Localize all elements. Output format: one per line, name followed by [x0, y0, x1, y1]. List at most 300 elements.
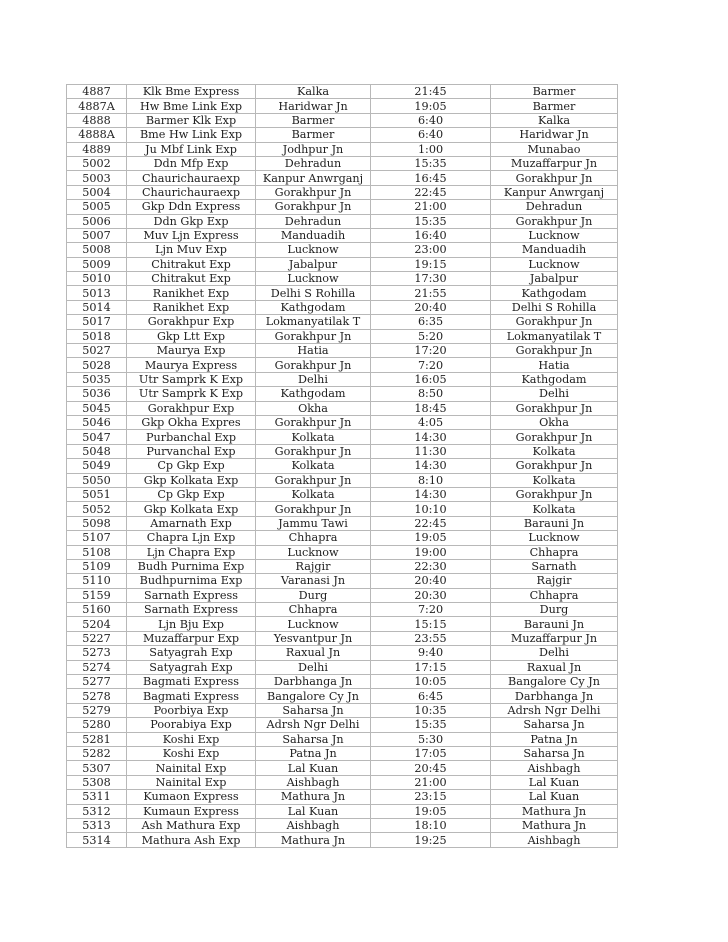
destination-station-cell: Gorakhpur Jn	[491, 401, 618, 415]
table-row	[67, 329, 618, 343]
source-station-cell: Saharsa Jn	[256, 703, 371, 717]
train-name-cell: Budh Purnima Exp	[127, 559, 256, 573]
train-number-cell: 5314	[67, 833, 127, 847]
destination-station-cell: Chhapra	[491, 588, 618, 602]
source-station-cell: Raxual Jn	[256, 646, 371, 660]
source-station-cell: Jabalpur	[256, 257, 371, 271]
destination-station-cell: Delhi	[491, 387, 618, 401]
destination-station-cell: Adrsh Ngr Delhi	[491, 703, 618, 717]
table-row	[67, 344, 618, 358]
table-row	[67, 142, 618, 156]
train-number-cell: 4888A	[67, 128, 127, 142]
train-name-cell: Gorakhpur Exp	[127, 315, 256, 329]
departure-time-cell: 19:25	[371, 833, 491, 847]
departure-time-cell: 10:05	[371, 675, 491, 689]
table-row	[67, 689, 618, 703]
destination-station-cell: Muzaffarpur Jn	[491, 631, 618, 645]
train-name-cell: Gkp Kolkata Exp	[127, 473, 256, 487]
train-name-cell: Ju Mbf Link Exp	[127, 142, 256, 156]
train-name-cell: Koshi Exp	[127, 732, 256, 746]
train-name-cell: Ranikhet Exp	[127, 300, 256, 314]
train-name-cell: Gkp Ddn Express	[127, 200, 256, 214]
source-station-cell: Rajgir	[256, 559, 371, 573]
train-number-cell: 5049	[67, 459, 127, 473]
source-station-cell: Lucknow	[256, 243, 371, 257]
source-station-cell: Gorakhpur Jn	[256, 185, 371, 199]
departure-time-cell: 8:50	[371, 387, 491, 401]
train-number-cell: 5160	[67, 603, 127, 617]
destination-station-cell: Muzaffarpur Jn	[491, 156, 618, 170]
destination-station-cell: Mathura Jn	[491, 818, 618, 832]
table-row	[67, 588, 618, 602]
departure-time-cell: 17:20	[371, 344, 491, 358]
source-station-cell: Gorakhpur Jn	[256, 358, 371, 372]
departure-time-cell: 22:30	[371, 559, 491, 573]
train-name-cell: Chaurichauraexp	[127, 185, 256, 199]
table-row	[67, 286, 618, 300]
source-station-cell: Dehradun	[256, 214, 371, 228]
train-name-cell: Sarnath Express	[127, 603, 256, 617]
table-row	[67, 272, 618, 286]
table-row	[67, 372, 618, 386]
table-row	[67, 228, 618, 242]
train-number-cell: 5008	[67, 243, 127, 257]
destination-station-cell: Kolkata	[491, 444, 618, 458]
source-station-cell: Haridwar Jn	[256, 99, 371, 113]
departure-time-cell: 18:45	[371, 401, 491, 415]
source-station-cell: Dehradun	[256, 156, 371, 170]
train-number-cell: 5273	[67, 646, 127, 660]
train-number-cell: 5003	[67, 171, 127, 185]
train-number-cell: 5007	[67, 228, 127, 242]
table-row	[67, 718, 618, 732]
train-number-cell: 4889	[67, 142, 127, 156]
train-number-cell: 5312	[67, 804, 127, 818]
table-row	[67, 430, 618, 444]
source-station-cell: Kanpur Anwrganj	[256, 171, 371, 185]
train-name-cell: Chapra Ljn Exp	[127, 531, 256, 545]
departure-time-cell: 16:45	[371, 171, 491, 185]
departure-time-cell: 7:20	[371, 603, 491, 617]
train-name-cell: Sarnath Express	[127, 588, 256, 602]
source-station-cell: Kolkata	[256, 487, 371, 501]
destination-station-cell: Raxual Jn	[491, 660, 618, 674]
source-station-cell: Mathura Jn	[256, 790, 371, 804]
departure-time-cell: 6:40	[371, 113, 491, 127]
table-row	[67, 502, 618, 516]
table-row	[67, 444, 618, 458]
source-station-cell: Patna Jn	[256, 746, 371, 760]
table-row	[67, 531, 618, 545]
destination-station-cell: Delhi	[491, 646, 618, 660]
departure-time-cell: 6:35	[371, 315, 491, 329]
train-number-cell: 5277	[67, 675, 127, 689]
train-name-cell: Purvanchal Exp	[127, 444, 256, 458]
train-name-cell: Ash Mathura Exp	[127, 818, 256, 832]
train-name-cell: Hw Bme Link Exp	[127, 99, 256, 113]
source-station-cell: Mathura Jn	[256, 833, 371, 847]
destination-station-cell: Delhi S Rohilla	[491, 300, 618, 314]
table-row	[67, 387, 618, 401]
train-name-cell: Poorbiya Exp	[127, 703, 256, 717]
source-station-cell: Aishbagh	[256, 775, 371, 789]
train-number-cell: 5046	[67, 415, 127, 429]
departure-time-cell: 20:30	[371, 588, 491, 602]
source-station-cell: Varanasi Jn	[256, 574, 371, 588]
destination-station-cell: Barauni Jn	[491, 516, 618, 530]
destination-station-cell: Manduadih	[491, 243, 618, 257]
source-station-cell: Manduadih	[256, 228, 371, 242]
train-number-cell: 5204	[67, 617, 127, 631]
table-row	[67, 156, 618, 170]
destination-station-cell: Haridwar Jn	[491, 128, 618, 142]
train-number-cell: 5014	[67, 300, 127, 314]
source-station-cell: Kalka	[256, 85, 371, 99]
source-station-cell: Gorakhpur Jn	[256, 415, 371, 429]
departure-time-cell: 11:30	[371, 444, 491, 458]
destination-station-cell: Gorakhpur Jn	[491, 487, 618, 501]
train-number-cell: 5048	[67, 444, 127, 458]
source-station-cell: Delhi	[256, 660, 371, 674]
train-name-cell: Chaurichauraexp	[127, 171, 256, 185]
source-station-cell: Darbhanga Jn	[256, 675, 371, 689]
table-row	[67, 732, 618, 746]
source-station-cell: Saharsa Jn	[256, 732, 371, 746]
departure-time-cell: 18:10	[371, 818, 491, 832]
table-row	[67, 703, 618, 717]
train-name-cell: Budhpurnima Exp	[127, 574, 256, 588]
destination-station-cell: Aishbagh	[491, 833, 618, 847]
train-name-cell: Barmer Klk Exp	[127, 113, 256, 127]
departure-time-cell: 19:05	[371, 804, 491, 818]
train-name-cell: Chitrakut Exp	[127, 257, 256, 271]
source-station-cell: Adrsh Ngr Delhi	[256, 718, 371, 732]
table-row	[67, 214, 618, 228]
train-name-cell: Ljn Bju Exp	[127, 617, 256, 631]
table-row	[67, 646, 618, 660]
destination-station-cell: Kalka	[491, 113, 618, 127]
train-number-cell: 5098	[67, 516, 127, 530]
destination-station-cell: Kathgodam	[491, 286, 618, 300]
table-row	[67, 804, 618, 818]
destination-station-cell: Kolkata	[491, 473, 618, 487]
departure-time-cell: 1:00	[371, 142, 491, 156]
train-number-cell: 5006	[67, 214, 127, 228]
destination-station-cell: Mathura Jn	[491, 804, 618, 818]
train-number-cell: 5279	[67, 703, 127, 717]
source-station-cell: Gorakhpur Jn	[256, 502, 371, 516]
departure-time-cell: 5:30	[371, 732, 491, 746]
train-name-cell: Maurya Express	[127, 358, 256, 372]
departure-time-cell: 8:10	[371, 473, 491, 487]
train-name-cell: Gkp Okha Expres	[127, 415, 256, 429]
train-number-cell: 5278	[67, 689, 127, 703]
destination-station-cell: Saharsa Jn	[491, 746, 618, 760]
train-name-cell: Cp Gkp Exp	[127, 459, 256, 473]
destination-station-cell: Rajgir	[491, 574, 618, 588]
destination-station-cell: Saharsa Jn	[491, 718, 618, 732]
source-station-cell: Bangalore Cy Jn	[256, 689, 371, 703]
departure-time-cell: 10:35	[371, 703, 491, 717]
train-number-cell: 5013	[67, 286, 127, 300]
destination-station-cell: Darbhanga Jn	[491, 689, 618, 703]
departure-time-cell: 15:15	[371, 617, 491, 631]
source-station-cell: Okha	[256, 401, 371, 415]
train-name-cell: Bagmati Express	[127, 675, 256, 689]
table-row	[67, 113, 618, 127]
train-number-cell: 5005	[67, 200, 127, 214]
departure-time-cell: 15:35	[371, 718, 491, 732]
train-name-cell: Muv Ljn Express	[127, 228, 256, 242]
train-number-cell: 5308	[67, 775, 127, 789]
train-number-cell: 5010	[67, 272, 127, 286]
destination-station-cell: Kanpur Anwrganj	[491, 185, 618, 199]
destination-station-cell: Lal Kuan	[491, 790, 618, 804]
destination-station-cell: Lucknow	[491, 228, 618, 242]
source-station-cell: Jammu Tawi	[256, 516, 371, 530]
departure-time-cell: 20:40	[371, 300, 491, 314]
train-name-cell: Ranikhet Exp	[127, 286, 256, 300]
train-number-cell: 5108	[67, 545, 127, 559]
source-station-cell: Kathgodam	[256, 300, 371, 314]
source-station-cell: Gorakhpur Jn	[256, 473, 371, 487]
train-name-cell: Cp Gkp Exp	[127, 487, 256, 501]
table-row	[67, 401, 618, 415]
departure-time-cell: 14:30	[371, 459, 491, 473]
destination-station-cell: Bangalore Cy Jn	[491, 675, 618, 689]
table-row	[67, 818, 618, 832]
departure-time-cell: 17:05	[371, 746, 491, 760]
destination-station-cell: Gorakhpur Jn	[491, 430, 618, 444]
train-name-cell: Mathura Ash Exp	[127, 833, 256, 847]
table-row	[67, 85, 618, 99]
source-station-cell: Yesvantpur Jn	[256, 631, 371, 645]
destination-station-cell: Barmer	[491, 85, 618, 99]
train-number-cell: 5052	[67, 502, 127, 516]
table-row	[67, 257, 618, 271]
source-station-cell: Jodhpur Jn	[256, 142, 371, 156]
train-name-cell: Muzaffarpur Exp	[127, 631, 256, 645]
source-station-cell: Lokmanyatilak T	[256, 315, 371, 329]
departure-time-cell: 21:00	[371, 200, 491, 214]
train-number-cell: 5227	[67, 631, 127, 645]
train-number-cell: 4888	[67, 113, 127, 127]
train-number-cell: 5027	[67, 344, 127, 358]
train-name-cell: Gorakhpur Exp	[127, 401, 256, 415]
destination-station-cell: Gorakhpur Jn	[491, 214, 618, 228]
departure-time-cell: 14:30	[371, 487, 491, 501]
departure-time-cell: 5:20	[371, 329, 491, 343]
departure-time-cell: 21:00	[371, 775, 491, 789]
destination-station-cell: Lal Kuan	[491, 775, 618, 789]
departure-time-cell: 16:05	[371, 372, 491, 386]
train-number-cell: 5107	[67, 531, 127, 545]
destination-station-cell: Kolkata	[491, 502, 618, 516]
train-name-cell: Koshi Exp	[127, 746, 256, 760]
table-row	[67, 185, 618, 199]
train-timetable	[66, 84, 618, 848]
train-name-cell: Gkp Kolkata Exp	[127, 502, 256, 516]
departure-time-cell: 23:55	[371, 631, 491, 645]
train-name-cell: Bagmati Express	[127, 689, 256, 703]
departure-time-cell: 7:20	[371, 358, 491, 372]
train-name-cell: Ddn Mfp Exp	[127, 156, 256, 170]
train-number-cell: 4887	[67, 85, 127, 99]
table-row	[67, 761, 618, 775]
source-station-cell: Kathgodam	[256, 387, 371, 401]
departure-time-cell: 19:05	[371, 531, 491, 545]
destination-station-cell: Sarnath	[491, 559, 618, 573]
train-number-cell: 4887A	[67, 99, 127, 113]
train-name-cell: Kumaon Express	[127, 790, 256, 804]
train-number-cell: 5109	[67, 559, 127, 573]
table-row	[67, 545, 618, 559]
table-row	[67, 775, 618, 789]
destination-station-cell: Barauni Jn	[491, 617, 618, 631]
table-row	[67, 675, 618, 689]
table-row	[67, 574, 618, 588]
table-row	[67, 516, 618, 530]
train-name-cell: Maurya Exp	[127, 344, 256, 358]
destination-station-cell: Gorakhpur Jn	[491, 315, 618, 329]
source-station-cell: Gorakhpur Jn	[256, 200, 371, 214]
train-name-cell: Purbanchal Exp	[127, 430, 256, 444]
train-name-cell: Ljn Chapra Exp	[127, 545, 256, 559]
departure-time-cell: 21:45	[371, 85, 491, 99]
train-number-cell: 5028	[67, 358, 127, 372]
table-row	[67, 459, 618, 473]
departure-time-cell: 15:35	[371, 156, 491, 170]
train-number-cell: 5047	[67, 430, 127, 444]
train-name-cell: Chitrakut Exp	[127, 272, 256, 286]
train-name-cell: Klk Bme Express	[127, 85, 256, 99]
train-number-cell: 5009	[67, 257, 127, 271]
source-station-cell: Chhapra	[256, 603, 371, 617]
departure-time-cell: 16:40	[371, 228, 491, 242]
destination-station-cell: Okha	[491, 415, 618, 429]
train-number-cell: 5110	[67, 574, 127, 588]
departure-time-cell: 14:30	[371, 430, 491, 444]
train-number-cell: 5045	[67, 401, 127, 415]
destination-station-cell: Gorakhpur Jn	[491, 344, 618, 358]
departure-time-cell: 4:05	[371, 415, 491, 429]
table-row	[67, 487, 618, 501]
source-station-cell: Lucknow	[256, 617, 371, 631]
source-station-cell: Gorakhpur Jn	[256, 329, 371, 343]
train-number-cell: 5002	[67, 156, 127, 170]
table-row	[67, 631, 618, 645]
source-station-cell: Lucknow	[256, 272, 371, 286]
train-number-cell: 5051	[67, 487, 127, 501]
departure-time-cell: 15:35	[371, 214, 491, 228]
departure-time-cell: 6:40	[371, 128, 491, 142]
departure-time-cell: 20:45	[371, 761, 491, 775]
train-name-cell: Nainital Exp	[127, 775, 256, 789]
source-station-cell: Delhi S Rohilla	[256, 286, 371, 300]
train-number-cell: 5004	[67, 185, 127, 199]
departure-time-cell: 17:30	[371, 272, 491, 286]
destination-station-cell: Kathgodam	[491, 372, 618, 386]
destination-station-cell: Durg	[491, 603, 618, 617]
departure-time-cell: 21:55	[371, 286, 491, 300]
train-name-cell: Satyagrah Exp	[127, 660, 256, 674]
departure-time-cell: 19:15	[371, 257, 491, 271]
table-row	[67, 315, 618, 329]
train-name-cell: Utr Samprk K Exp	[127, 372, 256, 386]
destination-station-cell: Hatia	[491, 358, 618, 372]
source-station-cell: Chhapra	[256, 531, 371, 545]
train-number-cell: 5313	[67, 818, 127, 832]
train-number-cell: 5050	[67, 473, 127, 487]
source-station-cell: Kolkata	[256, 459, 371, 473]
departure-time-cell: 10:10	[371, 502, 491, 516]
table-row	[67, 415, 618, 429]
table-row	[67, 358, 618, 372]
table-row	[67, 243, 618, 257]
source-station-cell: Kolkata	[256, 430, 371, 444]
timetable-body	[67, 85, 618, 848]
train-name-cell: Ljn Muv Exp	[127, 243, 256, 257]
source-station-cell: Lal Kuan	[256, 761, 371, 775]
train-name-cell: Amarnath Exp	[127, 516, 256, 530]
train-number-cell: 5282	[67, 746, 127, 760]
source-station-cell: Hatia	[256, 344, 371, 358]
departure-time-cell: 19:05	[371, 99, 491, 113]
departure-time-cell: 17:15	[371, 660, 491, 674]
destination-station-cell: Patna Jn	[491, 732, 618, 746]
departure-time-cell: 19:00	[371, 545, 491, 559]
table-row	[67, 559, 618, 573]
train-name-cell: Nainital Exp	[127, 761, 256, 775]
departure-time-cell: 23:15	[371, 790, 491, 804]
source-station-cell: Durg	[256, 588, 371, 602]
train-number-cell: 5274	[67, 660, 127, 674]
table-row	[67, 171, 618, 185]
train-number-cell: 5036	[67, 387, 127, 401]
train-name-cell: Poorabiya Exp	[127, 718, 256, 732]
table-row	[67, 660, 618, 674]
table-row	[67, 128, 618, 142]
train-name-cell: Gkp Ltt Exp	[127, 329, 256, 343]
source-station-cell: Aishbagh	[256, 818, 371, 832]
train-number-cell: 5311	[67, 790, 127, 804]
source-station-cell: Lal Kuan	[256, 804, 371, 818]
table-row	[67, 200, 618, 214]
departure-time-cell: 20:40	[371, 574, 491, 588]
source-station-cell: Barmer	[256, 113, 371, 127]
destination-station-cell: Lokmanyatilak T	[491, 329, 618, 343]
table-row	[67, 790, 618, 804]
table-row	[67, 833, 618, 847]
source-station-cell: Lucknow	[256, 545, 371, 559]
train-name-cell: Bme Hw Link Exp	[127, 128, 256, 142]
destination-station-cell: Gorakhpur Jn	[491, 459, 618, 473]
table-row	[67, 300, 618, 314]
train-name-cell: Ddn Gkp Exp	[127, 214, 256, 228]
destination-station-cell: Lucknow	[491, 531, 618, 545]
destination-station-cell: Dehradun	[491, 200, 618, 214]
source-station-cell: Delhi	[256, 372, 371, 386]
table-row	[67, 473, 618, 487]
train-name-cell: Kumaun Express	[127, 804, 256, 818]
train-number-cell: 5307	[67, 761, 127, 775]
source-station-cell: Gorakhpur Jn	[256, 444, 371, 458]
destination-station-cell: Munabao	[491, 142, 618, 156]
departure-time-cell: 22:45	[371, 185, 491, 199]
train-name-cell: Satyagrah Exp	[127, 646, 256, 660]
destination-station-cell: Lucknow	[491, 257, 618, 271]
train-number-cell: 5281	[67, 732, 127, 746]
